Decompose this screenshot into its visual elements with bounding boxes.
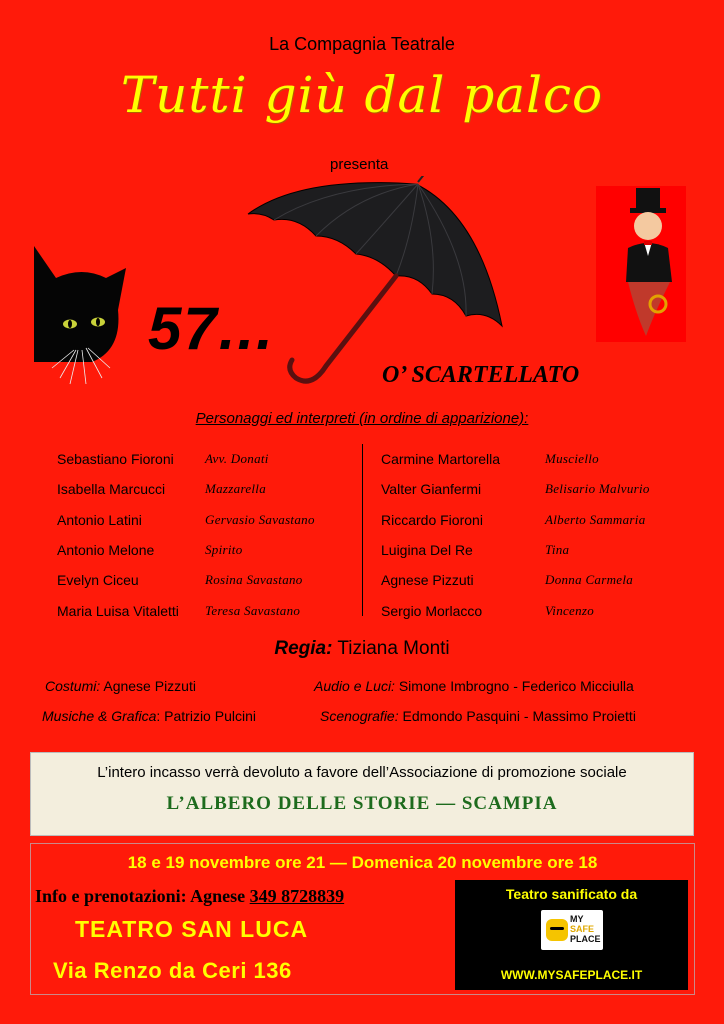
actor-name: Evelyn Ciceu bbox=[57, 572, 139, 589]
actor-name: Carmine Martorella bbox=[381, 451, 501, 468]
cast-row bbox=[381, 565, 650, 595]
logo-line-2: SAFE bbox=[570, 924, 595, 934]
director-credit bbox=[0, 638, 724, 660]
sponsor-website[interactable]: WWW.MYSAFEPLACE.IT bbox=[500, 968, 643, 982]
musiche-name: : Patrizio Pulcini bbox=[156, 708, 256, 724]
cast-row bbox=[57, 474, 315, 504]
role-name: Donna Carmela bbox=[545, 572, 634, 588]
role-name: Spirito bbox=[205, 542, 243, 558]
role-name: Musciello bbox=[545, 451, 599, 467]
show-subtitle: O’ SCARTELLATO bbox=[382, 362, 580, 388]
audio-credit bbox=[314, 678, 634, 694]
actor-name: Riccardo Fioroni bbox=[381, 511, 483, 528]
actor-name: Sebastiano Fioroni bbox=[57, 451, 174, 468]
actor-name: Sergio Morlacco bbox=[381, 602, 483, 619]
phone-number[interactable]: 349 8728839 bbox=[249, 886, 345, 906]
cast-row bbox=[381, 505, 650, 535]
cast-row bbox=[57, 444, 315, 474]
cast-row bbox=[57, 535, 315, 565]
musiche-credit bbox=[42, 708, 256, 724]
role-name: Rosina Savastano bbox=[205, 572, 303, 588]
cast-row bbox=[381, 444, 650, 474]
logo-line-1: MY bbox=[570, 914, 584, 924]
donation-text: L’intero incasso verrà devoluto a favore dell’Associazione di promozione sociale bbox=[97, 764, 627, 781]
event-info-box bbox=[30, 843, 695, 995]
booking-label: Info e prenotazioni: Agnese bbox=[35, 886, 246, 906]
safe-place-logo-icon bbox=[541, 910, 603, 950]
audio-name: Simone Imbrogno - Federico Micciulla bbox=[398, 678, 634, 694]
scenografie-label: Scenografie: bbox=[320, 708, 399, 724]
actor-name: Luigina Del Re bbox=[381, 542, 473, 559]
role-name: Vincenzo bbox=[545, 602, 595, 618]
role-name: Tina bbox=[545, 542, 570, 558]
troupe-title: Tutti giù dal palco bbox=[120, 66, 604, 124]
cast-list-right bbox=[381, 444, 650, 626]
company-label: La Compagnia Teatrale bbox=[269, 34, 455, 54]
costumi-label: Costumi: bbox=[45, 678, 101, 694]
cast-row bbox=[381, 535, 650, 565]
show-number: 57... bbox=[148, 295, 275, 362]
role-name: Belisario Malvurio bbox=[545, 481, 650, 497]
cast-row bbox=[57, 595, 315, 625]
costumi-credit bbox=[45, 678, 196, 694]
sponsor-title: Teatro sanificato da bbox=[505, 886, 638, 902]
donation-box bbox=[30, 752, 694, 836]
musiche-label: Musiche & Grafica bbox=[42, 708, 157, 724]
munaciello-genie-icon bbox=[596, 186, 686, 342]
role-name: Gervasio Savastano bbox=[205, 511, 315, 527]
cast-row bbox=[57, 565, 315, 595]
scenografie-name: Edmondo Pasquini - Massimo Proietti bbox=[402, 708, 636, 724]
black-cat-icon bbox=[30, 238, 135, 388]
regia-name: Tiziana Monti bbox=[337, 638, 450, 659]
role-name: Mazzarella bbox=[205, 481, 267, 497]
role-name: Avv. Donati bbox=[205, 451, 269, 467]
logo-line-3: PLACE bbox=[570, 934, 601, 944]
logo-badge-icon bbox=[546, 919, 568, 941]
cast-row bbox=[381, 474, 650, 504]
venue-name: TEATRO SAN LUCA bbox=[75, 916, 309, 942]
actor-name: Antonio Melone bbox=[57, 542, 155, 559]
cast-list-left bbox=[57, 444, 315, 626]
actor-name: Agnese Pizzuti bbox=[381, 572, 474, 589]
sponsor-box bbox=[455, 880, 688, 990]
actor-name: Valter Gianfermi bbox=[381, 481, 482, 498]
cast-divider bbox=[362, 444, 363, 616]
actor-name: Isabella Marcucci bbox=[57, 481, 166, 498]
venue-address: Via Renzo da Ceri 136 bbox=[53, 958, 292, 983]
booking-info bbox=[35, 886, 344, 907]
logo-text bbox=[570, 914, 601, 944]
cast-row bbox=[381, 595, 650, 625]
presenta-label: presenta bbox=[330, 156, 389, 173]
regia-label: Regia: bbox=[274, 638, 333, 659]
audio-label: Audio e Luci: bbox=[314, 678, 395, 694]
role-name: Teresa Savastano bbox=[205, 602, 301, 618]
role-name: Alberto Sammaria bbox=[545, 511, 646, 527]
genie-card bbox=[596, 186, 686, 342]
cast-heading: Personaggi ed interpreti (in ordine di apparizione): bbox=[195, 410, 529, 427]
actor-name: Maria Luisa Vitaletti bbox=[57, 602, 179, 619]
cast-row bbox=[57, 505, 315, 535]
scenografie-credit bbox=[320, 708, 636, 724]
donation-beneficiary: L’ALBERO DELLE STORIE — SCAMPIA bbox=[166, 793, 558, 814]
actor-name: Antonio Latini bbox=[57, 511, 142, 528]
costumi-name: Agnese Pizzuti bbox=[103, 678, 196, 694]
performance-dates: 18 e 19 novembre ore 21 — Domenica 20 novembre ore 18 bbox=[127, 853, 598, 872]
